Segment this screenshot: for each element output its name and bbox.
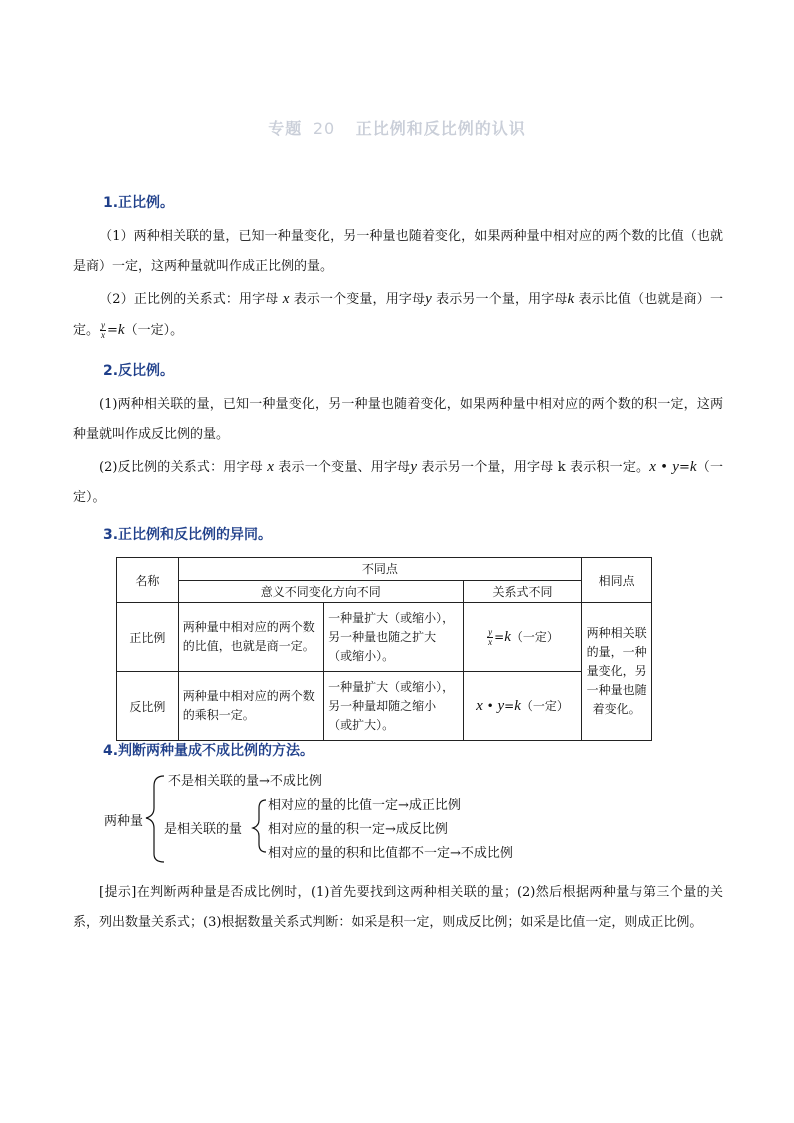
comparison-table xyxy=(116,557,652,741)
section-4-heading: 4.判断两种量成不成比例的方法。 xyxy=(103,743,315,759)
equals-sign: = xyxy=(678,460,690,475)
header-same: 相同点 xyxy=(582,558,652,603)
equals-sign: = xyxy=(504,699,515,713)
var-x: x xyxy=(267,459,274,475)
table-row xyxy=(117,672,652,741)
relation-note: （一定） xyxy=(520,699,569,713)
multiply-dot: • xyxy=(655,460,673,475)
text-run: （2）正比例的关系式：用字母 xyxy=(99,292,279,307)
var-k: k xyxy=(117,322,125,338)
text-run: 表示另一个量，用字母 k 表示积一定。 xyxy=(421,460,650,475)
multiply-dot: • xyxy=(482,699,498,713)
fraction-denominator: x xyxy=(488,636,493,647)
equals-sign: = xyxy=(107,323,118,338)
header-relation: 关系式不同 xyxy=(463,580,581,603)
var-y: y xyxy=(410,459,418,475)
row-meaning: 两种量中相对应的两个数的比值，也就是商一定。 xyxy=(178,603,323,672)
var-x: x xyxy=(649,459,656,475)
text-run: 表示比值（也就是商）一定。 xyxy=(73,292,723,338)
table-header-row xyxy=(117,558,652,581)
header-direction: 变化方向不同 xyxy=(308,584,381,599)
diagram-root: 两种量 xyxy=(104,814,144,829)
fraction-numerator: y xyxy=(488,626,493,637)
row-direction: 一种量扩大（或缩小），另一种量也随之扩大（或缩小）。 xyxy=(324,603,464,672)
table-row xyxy=(117,603,652,672)
var-x: x xyxy=(282,291,290,307)
section-1-para-1 xyxy=(73,222,723,282)
diagram-sub-3: 相对应的量的积和比值都不一定→不成比例 xyxy=(268,846,513,861)
diagram-sub-2: 相对应的量的积一定→成反比例 xyxy=(268,822,448,837)
fraction-y-over-x xyxy=(487,628,493,647)
row-meaning: 两种量中相对应的两个数的乘积一定。 xyxy=(178,672,323,741)
header-name: 名称 xyxy=(117,558,179,603)
title-number: 20 xyxy=(312,119,336,138)
var-k: k xyxy=(514,698,521,714)
section-2-heading: 2.反比例。 xyxy=(103,363,175,379)
tip-paragraph xyxy=(73,878,723,938)
inner-brace xyxy=(253,800,266,852)
row-name: 反比例 xyxy=(117,672,179,741)
title-prefix: 专题 xyxy=(268,119,303,138)
text-run: (2)反比例的关系式：用字母 xyxy=(99,460,263,475)
diagram-branch-1: 不是相关联的量→不成比例 xyxy=(168,774,322,789)
section-1-para-1-text: （1）两种相关联的量，已知一种量变化，另一种量也随着变化，如果两种量中相对应的两个数的比值（也就是商）一定，这两种量就叫作成正比例的量。 xyxy=(73,229,723,274)
section-2-para-1-text: (1)两种相关联的量，已知一种量变化，另一种量也随着变化，如果两种量中相对应的两个数的积一定，这两种量就叫作成反比例的量。 xyxy=(73,397,723,442)
row-relation xyxy=(463,603,581,672)
section-1-para-2 xyxy=(73,284,723,346)
diagram-sub-1: 相对应的量的比值一定→成正比例 xyxy=(268,798,461,813)
var-y: y xyxy=(497,698,505,714)
equals-sign: = xyxy=(494,629,505,644)
table-subheader-row xyxy=(117,580,652,603)
var-y: y xyxy=(672,459,679,475)
row-name: 正比例 xyxy=(117,603,179,672)
relation-note: （一定） xyxy=(510,629,559,644)
section-2-para-1 xyxy=(73,390,723,450)
var-x: x xyxy=(476,698,483,714)
var-k: k xyxy=(689,459,697,475)
var-k: k xyxy=(504,628,511,645)
fraction-y-over-x xyxy=(100,321,106,340)
classification-diagram xyxy=(100,770,540,870)
text-run: （一定）。 xyxy=(73,460,723,505)
fraction-numerator: y xyxy=(101,320,106,330)
section-1-heading: 1.正比例。 xyxy=(103,195,175,211)
header-meaning: 意义不同 xyxy=(260,584,309,599)
text-run: 表示一个变量、用字母 xyxy=(278,460,411,475)
same-cell: 两种相关联的量，一种量变化，另一种量也随着变化。 xyxy=(582,603,652,741)
row-direction: 一种量扩大（或缩小），另一种量却随之缩小（或扩大）。 xyxy=(324,672,464,741)
section-2-para-2 xyxy=(73,452,723,513)
page-title xyxy=(0,116,794,139)
text-run: 表示一个变量，用字母 xyxy=(293,292,426,307)
tip-text: [提示]在判断两种量是否成比例时，(1)首先要找到这两种相关联的量；(2)然后根据两种量与第三个量的关系，列出数量关系式；(3)根据数量关系式判断：如采是积一定，则成反比例；如采是比值一定，则成正比例。 xyxy=(73,885,723,930)
header-meaning-direction xyxy=(178,580,463,603)
text-run: 表示另一个量，用字母 xyxy=(436,292,568,307)
section-3-heading: 3.正比例和反比例的异同。 xyxy=(103,527,273,543)
text-run: （一定）。 xyxy=(124,323,184,338)
title-text: 正比例和反比例的认识 xyxy=(355,119,526,138)
fraction-denominator: x xyxy=(101,330,106,340)
outer-brace xyxy=(146,776,164,862)
var-k: k xyxy=(567,291,575,307)
row-relation xyxy=(463,672,581,741)
var-y: y xyxy=(425,291,432,307)
diagram-branch-2: 是相关联的量 xyxy=(164,822,243,837)
header-diff: 不同点 xyxy=(178,558,581,581)
